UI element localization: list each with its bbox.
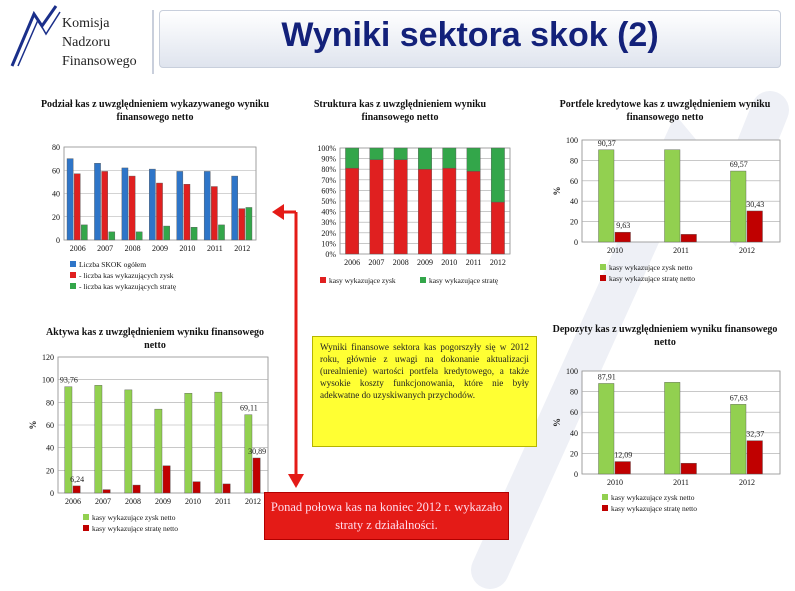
bar-2 [81,225,87,240]
y-tick-label: 60 [570,176,578,186]
x-tick-label: 2012 [489,258,506,267]
data-label: 30,89 [248,446,267,456]
y-tick-label: 100 [566,136,578,145]
bar-0 [370,160,383,254]
y-tick-label: 60 [52,166,60,176]
y-tick-label: 80 [52,143,60,152]
bar-0 [215,392,222,493]
y-tick-label: 70% [321,175,336,185]
bar-2 [136,232,142,240]
legend-label: kasy wykazujące zysk [329,276,396,285]
logo-divider [152,10,154,74]
bar-1 [418,148,431,169]
bar-0 [177,171,183,240]
bar-0 [204,171,210,240]
bar-1 [467,148,480,171]
bar-0 [185,393,192,493]
y-tick-label: 30% [321,218,336,228]
bar-0 [665,382,681,474]
x-tick-label: 2009 [152,244,168,253]
x-tick-label: 2006 [344,258,361,267]
chart-depozyty [540,360,790,525]
y-tick-label: 50% [321,197,336,206]
legend-label: Liczba SKOK ogółem [79,260,147,269]
y-tick-label: 0 [50,489,54,498]
bar-1 [491,148,504,202]
x-tick-label: 2010 [185,497,201,506]
y-tick-label: 20% [321,228,336,238]
x-tick-label: 2008 [392,258,409,267]
y-tick-label: 100 [42,375,54,385]
bar-1 [681,234,697,242]
y-tick-label: 60 [46,421,54,430]
y-tick-label: 0 [574,470,578,479]
x-tick-label: 2009 [155,497,171,506]
chart-title-portfele: Portfele kredytowe kas z uwzględnieniem wyniku finansowego netto [559,99,771,123]
bar-1 [103,490,110,493]
data-label: 87,91 [597,372,616,382]
legend-label: kasy wykazujące zysk netto [609,263,693,272]
y-axis-label: % [552,186,562,196]
y-axis-label: % [552,418,562,427]
bar-1 [211,187,217,240]
legend-swatch [600,264,606,270]
data-label: 69,57 [729,160,748,170]
bar-0 [149,169,155,240]
bar-1 [681,463,697,474]
data-label: 32,37 [746,429,765,439]
bar-0 [731,404,747,474]
legend-swatch [83,514,89,520]
bar-1 [193,482,200,493]
y-tick-label: 80% [321,165,336,175]
x-tick-label: 2012 [234,244,251,253]
bar-0 [67,159,73,240]
bar-2 [218,225,224,240]
legend-label: kasy wykazujące stratę netto [609,274,696,283]
logo-line: Nadzoru [62,35,111,50]
bar-2 [164,226,170,240]
bar-0 [665,150,681,242]
logo-text [62,14,137,71]
bar-1 [163,466,170,493]
y-tick-label: 90% [321,154,336,164]
bar-0 [94,163,100,240]
y-tick-label: 100 [566,367,578,376]
red-arrow [270,200,330,490]
x-tick-label: 2006 [69,244,86,253]
chart-title-depozyty: Depozyty kas z uwzględnieniem wyniku finansowego netto [552,324,778,348]
bar-1 [443,148,456,168]
x-tick-label: 2006 [65,497,81,506]
x-tick-label: 2010 [441,258,458,267]
y-tick-label: 80 [46,398,54,408]
data-label: 12,09 [614,450,633,460]
bar-0 [232,176,238,240]
x-tick-label: 2010 [607,246,623,255]
legend-label: kasy wykazujące stratę [429,276,499,285]
x-tick-label: 2011 [465,258,482,267]
bar-0 [443,168,456,254]
bar-1 [615,462,631,474]
data-label: 69,11 [240,403,258,413]
legend-swatch [602,505,608,511]
bar-1 [223,484,230,493]
chart-aktywa [28,350,273,545]
bar-1 [73,486,80,493]
legend-label: kasy wykazujące stratę netto [92,524,179,533]
x-tick-label: 2008 [125,497,141,506]
bar-0 [122,168,128,240]
y-tick-label: 120 [42,353,54,362]
bar-1 [133,485,140,493]
bar-1 [615,232,631,242]
bar-1 [239,209,245,240]
y-tick-label: 100% [317,144,336,153]
x-tick-label: 2011 [673,478,689,487]
x-tick-label: 2007 [97,244,114,253]
legend-label: - liczba kas wykazujących zysk [79,271,174,280]
x-tick-label: 2011 [215,497,231,506]
y-tick-label: 40 [570,428,578,438]
chart-title-podzial: Podział kas z uwzględnieniem wykazywanego wyniku finansowego netto [40,99,270,123]
legend-label: - liczba kas wykazujących stratę [79,282,177,291]
bar-1 [74,174,80,240]
bar-1 [102,171,108,240]
bar-1 [370,148,383,160]
legend-label: kasy wykazujące zysk netto [611,493,695,502]
legend-swatch [70,283,76,289]
bar-0 [155,409,162,493]
page-title: Wyniki sektora skok (2) [281,16,659,54]
x-tick-label: 2008 [124,244,141,253]
chart-podzial [30,130,270,305]
y-tick-label: 20 [570,449,578,459]
legend-swatch [70,261,76,267]
bar-1 [129,176,135,240]
bar-0 [731,171,747,242]
legend-swatch [602,494,608,500]
x-tick-label: 2007 [368,258,385,267]
legend-label: kasy wykazujące stratę netto [611,504,698,513]
bar-1 [253,458,260,493]
legend-swatch [83,525,89,531]
bar-1 [156,183,162,240]
y-tick-label: 0 [56,236,60,245]
logo-line: Komisja [62,16,110,31]
x-tick-label: 2011 [673,246,689,255]
data-label: 9,63 [616,221,631,231]
bar-0 [125,390,132,493]
chart-title-struktura: Struktura kas z uwzględnieniem wyniku finansowego netto [313,99,487,123]
bar-1 [394,148,407,160]
legend-swatch [420,277,426,283]
x-tick-label: 2007 [95,497,111,506]
x-tick-label: 2011 [207,244,223,253]
y-axis-label: % [28,420,38,430]
y-tick-label: 20 [52,212,60,222]
bar-2 [109,232,115,240]
chart-struktura [300,138,520,293]
x-tick-label: 2012 [739,478,755,487]
bar-1 [345,148,358,168]
bar-0 [491,202,504,254]
bar-0 [599,383,615,474]
bar-0 [599,150,615,242]
y-tick-label: 80 [570,156,578,166]
y-tick-label: 60% [321,186,336,196]
bar-0 [467,171,480,254]
data-label: 93,76 [59,375,78,385]
legend-label: kasy wykazujące zysk netto [92,513,176,522]
legend-swatch [70,272,76,278]
y-tick-label: 80 [570,387,578,397]
legend-swatch [600,275,606,281]
y-tick-label: 40 [46,443,54,453]
chart-title-aktywa: Aktywa kas z uwzględnieniem wyniku finansowego netto [45,327,265,351]
y-tick-label: 0% [325,250,336,259]
x-tick-label: 2009 [417,258,433,267]
data-label: 90,37 [597,138,616,148]
logo-line: Finansowego [62,54,137,69]
x-tick-label: 2010 [607,478,623,487]
y-tick-label: 40% [321,207,336,217]
bar-2 [246,207,252,240]
chart-portfele [540,130,790,295]
y-tick-label: 20 [570,217,578,227]
x-tick-label: 2010 [179,244,196,253]
bar-0 [345,168,358,254]
info-text-box: Wyniki finansowe sektora kas pogorszyły się w 2012 roku, głównie z uwagi na dokonanie aktualizacji (urealnienie) wartości portfela kredytowego, a także wysokie koszty funkcjonowania, które nie były adekwatne do uzyskiwanych przychodów. [312,336,537,447]
data-label: 6,24 [70,474,85,484]
bar-0 [95,385,102,493]
bar-1 [747,211,763,242]
y-tick-label: 20 [46,466,54,476]
y-tick-label: 40 [570,197,578,207]
bar-2 [191,227,197,240]
bar-0 [418,169,431,254]
bar-0 [394,160,407,254]
y-tick-label: 40 [52,189,60,199]
bar-1 [184,184,190,240]
data-label: 30,43 [746,199,765,209]
y-tick-label: 10% [321,239,336,249]
y-tick-label: 60 [570,408,578,418]
x-tick-label: 2012 [245,497,261,506]
data-label: 67,63 [729,393,748,403]
y-tick-label: 0 [574,238,578,247]
x-tick-label: 2012 [739,246,755,255]
bar-1 [747,441,763,474]
alert-box: Ponad połowa kas na koniec 2012 r. wykazało straty z działalności. [264,492,509,540]
